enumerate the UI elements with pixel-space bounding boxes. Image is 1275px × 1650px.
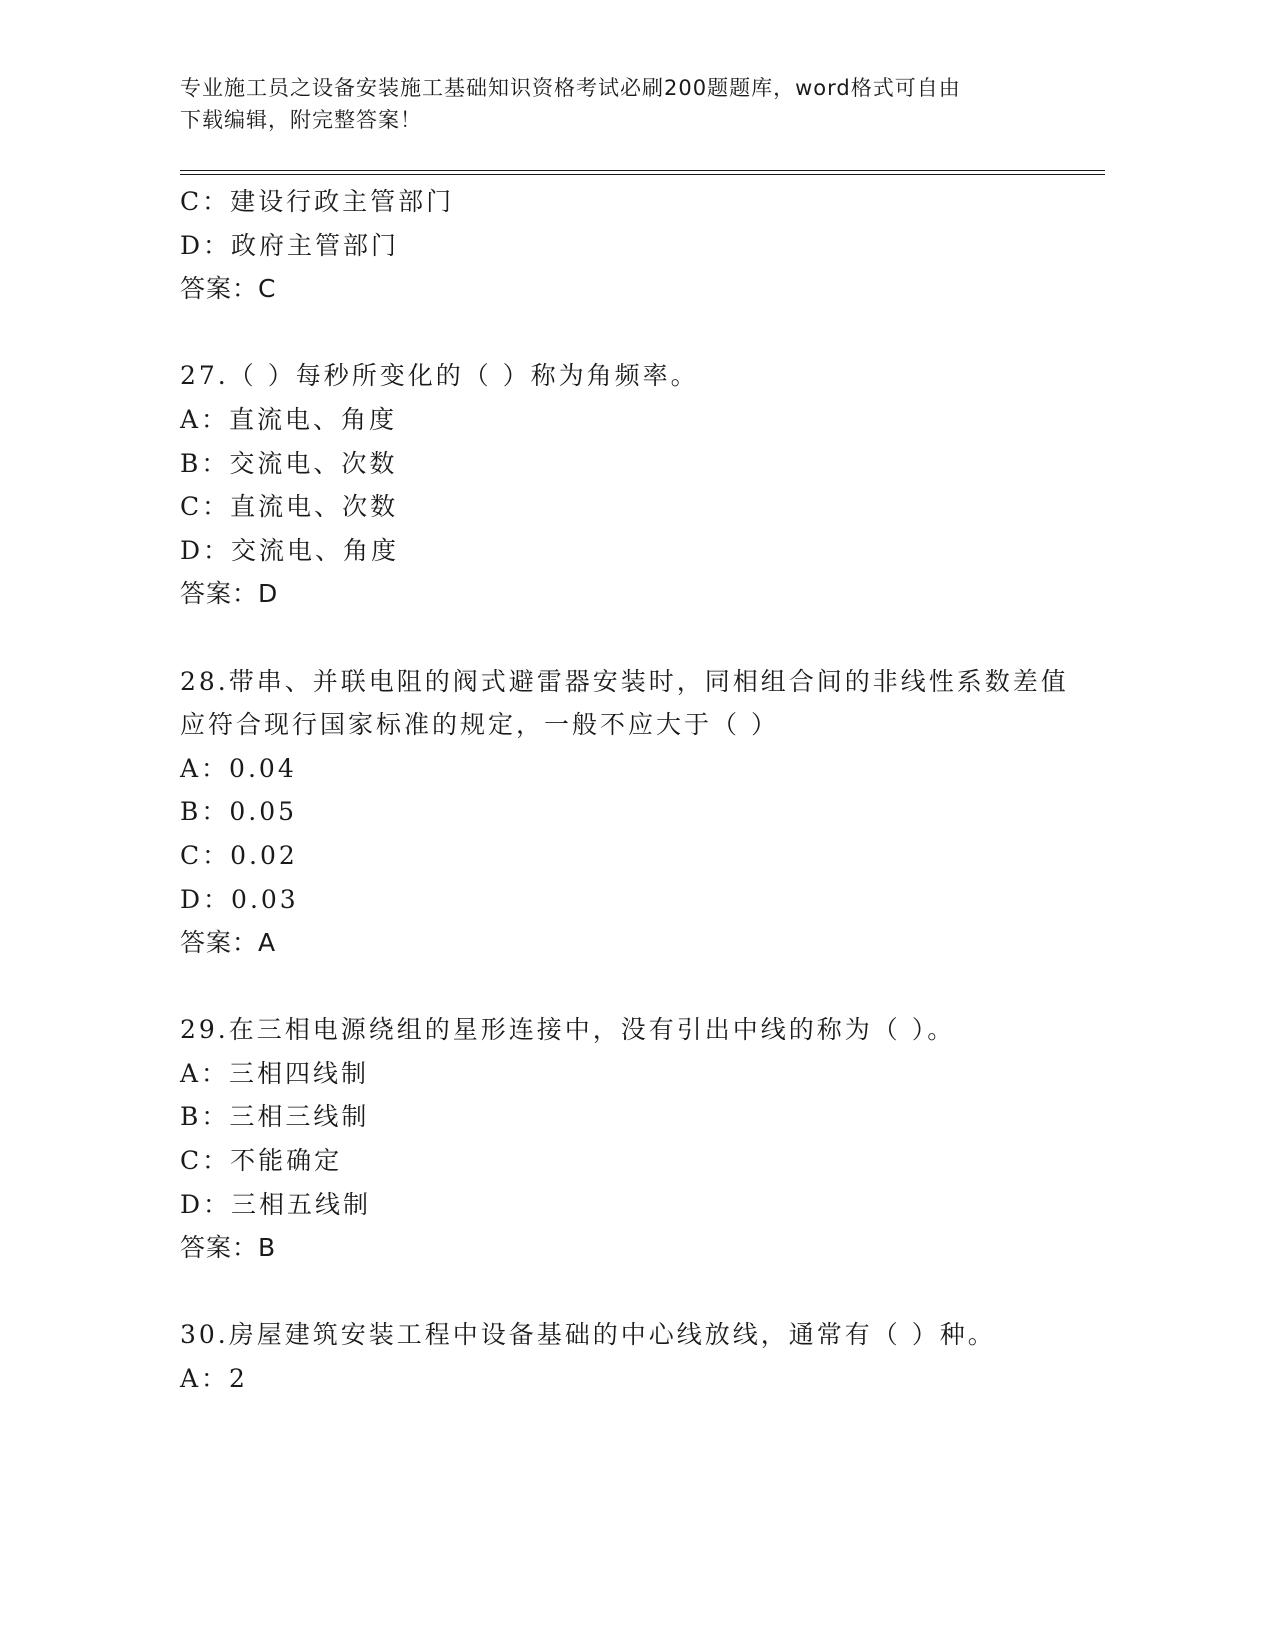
question-30	[180, 1313, 1080, 1400]
option-line: B：三相三线制	[180, 1102, 370, 1132]
header-line-2: 下载编辑，附完整答案！	[180, 108, 422, 132]
option-line: C：直流电、次数	[180, 492, 399, 522]
answer-line: 答案：A	[180, 928, 277, 958]
question-29	[180, 1008, 1080, 1270]
option-line: A：0.04	[180, 753, 297, 783]
option-line: B：0.05	[180, 797, 298, 827]
question-stem: 28.带串、并联电阻的阀式避雷器安装时，同相组合间的非线性系数差值应符合现行国家标准的规定，一般不应大于（ ）	[180, 666, 1069, 740]
header-rule-bottom	[180, 174, 1105, 175]
option-line: D：三相五线制	[180, 1189, 372, 1219]
question-stem: 29.在三相电源绕组的星形连接中，没有引出中线的称为（ ）。	[180, 1015, 956, 1045]
option-line: C：不能确定	[180, 1146, 343, 1176]
question-stem: 30.房屋建筑安装工程中设备基础的中心线放线，通常有（ ）种。	[180, 1320, 996, 1350]
option-line: D：交流电、角度	[180, 535, 400, 565]
answer-line: 答案：C	[180, 274, 277, 304]
document-header	[180, 72, 1060, 136]
question-28	[180, 660, 1080, 965]
option-line: A：三相四线制	[180, 1058, 370, 1088]
option-line: A：直流电、角度	[180, 404, 398, 434]
header-rule-top	[180, 170, 1105, 171]
option-line: C：0.02	[180, 840, 298, 870]
option-line: A：2	[180, 1364, 248, 1394]
option-line: D：政府主管部门	[180, 230, 400, 260]
answer-line: 答案：B	[180, 1233, 277, 1263]
header-line-1: 专业施工员之设备安装施工基础知识资格考试必刷200题题库，word格式可自由	[180, 76, 961, 100]
option-line: B：交流电、次数	[180, 448, 398, 478]
question-stem: 27.（ ）每秒所变化的（ ）称为角频率。	[180, 361, 699, 391]
option-line: D：0.03	[180, 884, 299, 914]
option-line: C：建设行政主管部门	[180, 187, 455, 216]
question-27	[180, 354, 1080, 616]
question-content	[180, 180, 1080, 1401]
answer-line: 答案：D	[180, 579, 279, 609]
